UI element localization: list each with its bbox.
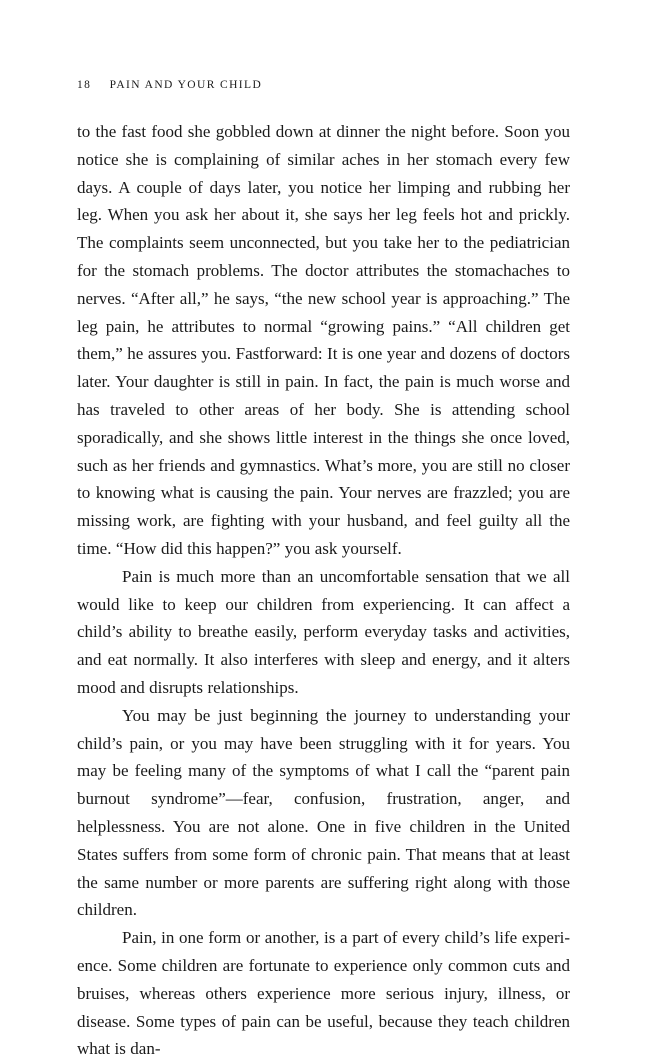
paragraph: You may be just beginning the journey to understanding your child’s pain, or you may have been struggling with it for years. You may be feeling many of the symptoms of what I call the “parent pain burnout syndrome”—fear, confusion, frustration, anger, and helplessness. You are not alone. One in five children in the United States suffers from some form of chronic pain. That means that at least the same number or more parents are suffering right along with those children. [77, 705, 570, 920]
paragraph: Pain, in one form or another, is a part of every child’s life experience. Some children are fortunate to experience only common cuts and bruises, whereas others experience more serious injury, illness, or disease. Some types of pain can be useful, because they teach children what is dan- [77, 928, 570, 1059]
running-head [77, 79, 262, 91]
paragraph: Pain is much more than an uncomfortable sensation that we all would like to keep our children from experiencing. It can affect a child’s ability to breathe easily, perform everyday tasks and activities, and eat normally. It also interferes with sleep and energy, and it alters mood and disrupts relationships. [77, 566, 570, 697]
paragraph: to the fast food she gobbled down at dinner the night before. Soon you notice she is complaining of similar aches in her stomach every few days. A couple of days later, you notice her limping and rubbing her leg. When you ask her about it, she says her leg feels hot and prickly. The complaints seem unconnected, but you take her to the pediatrician for the stomach problems. The doctor attributes the stomachaches to nerves. “After all,” he says, “the new school year is approaching.” The leg pain, he attributes to normal “growing pains.” “All children get them,” he assures you. Fastforward: It is one year and dozens of doctors later. Your daughter is still in pain. In fact, the pain is much worse and has traveled to other areas of her body. She is attending school sporadically, and she shows little interest in the things she once loved, such as her friends and gymnastics. What’s more, you are still no closer to knowing what is causing the pain. Your nerves are frazzled; you are missing work, are fighting with your husband, and feel guilty all the time. “How did this happen?” you ask yourself. [77, 122, 570, 558]
running-head-title: PAIN AND YOUR CHILD [109, 79, 263, 91]
page-number: 18 [77, 79, 92, 91]
body-text [77, 118, 570, 1063]
